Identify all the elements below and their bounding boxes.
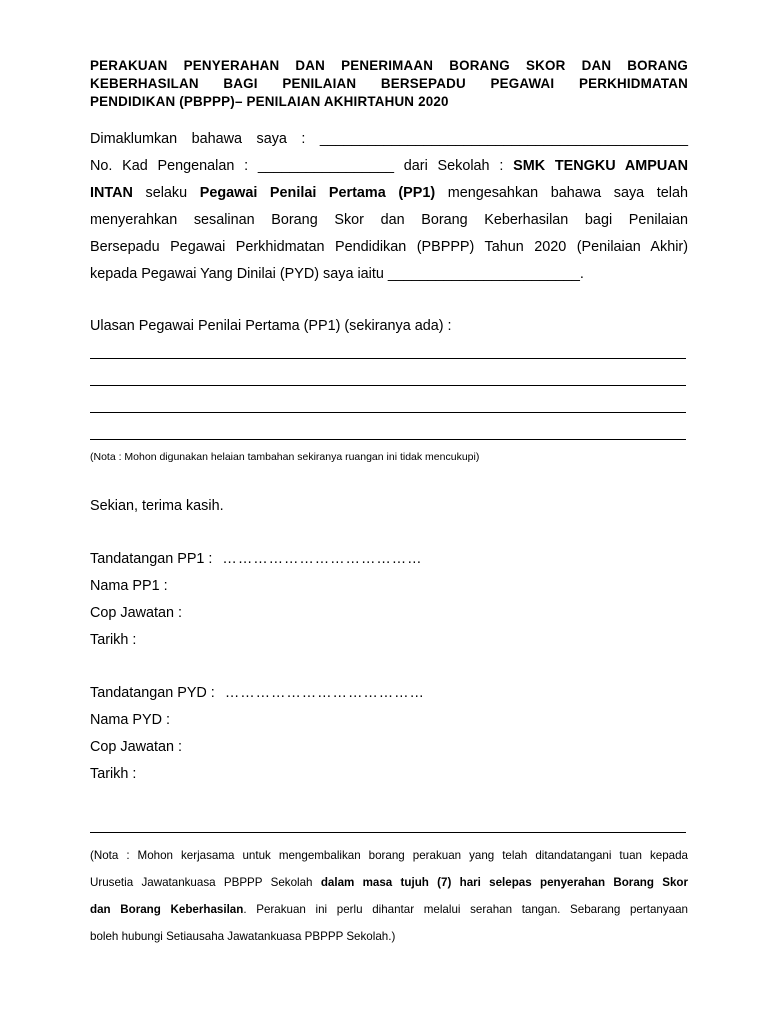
document-title: [90, 57, 688, 111]
selaku-text: selaku: [145, 185, 188, 201]
return-note-line-2-a: Urusetia Jawatankuasa PBPPP Sekolah: [90, 876, 313, 889]
pp1-stamp-label: Cop Jawatan :: [90, 605, 182, 621]
declaration-paragraph: [90, 126, 688, 288]
pp1-signature-dots[interactable]: …………………………………: [222, 551, 423, 567]
declaration-line-5: Bersepadu Pegawai Perkhidmatan Pendidikan (PBPPP) Tahun 2020 (Penilaian Akhir): [90, 239, 688, 255]
title-line-2: KEBERHASILAN BAGI PENILAIAN BERSEPADU PEGAWAI PERKHIDMATAN: [90, 76, 688, 91]
ulasan-label: Ulasan Pegawai Penilai Pertama (PP1) (sekiranya ada) :: [90, 318, 452, 334]
closing-text: Sekian, terima kasih.: [90, 498, 224, 514]
comment-line-1[interactable]: [90, 358, 686, 359]
declaration-line-1: [90, 126, 688, 153]
return-note-line-3: [90, 896, 688, 923]
pyd-blank: ________________________.: [387, 266, 584, 282]
declaration-line-4: menyerahkan sesalinan Borang Skor dan Borang Keberhasilan bagi Penilaian: [90, 212, 688, 228]
pyd-name-label: Nama PYD :: [90, 712, 170, 728]
declaration-line-3-rest: mengesahkan bahawa saya telah: [447, 185, 688, 201]
return-note-forms: dan Borang Keberhasilan: [90, 903, 244, 916]
return-note-line-3-b: . Perakuan ini perlu dihantar melalui serahan tangan. Sebarang pertanyaan: [243, 903, 688, 916]
ic-label: No. Kad Pengenalan :: [90, 158, 249, 174]
divider-line: [90, 832, 686, 833]
comment-line-3[interactable]: [90, 412, 686, 413]
school-name-part-2: INTAN: [90, 185, 133, 201]
pyd-date-label: Tarikh :: [90, 766, 137, 782]
comment-line-2[interactable]: [90, 385, 686, 386]
pp1-signature-row: [90, 551, 423, 567]
pyd-signature-row: [90, 685, 425, 701]
pyd-signature-dots[interactable]: …………………………………: [224, 685, 425, 701]
note-extra-sheet: (Nota : Mohon digunakan helaian tambahan sekiranya ruangan ini tidak mencukupi): [90, 451, 480, 463]
name-label: Dimaklumkan bahawa saya :: [90, 131, 306, 147]
return-note-line-1: (Nota : Mohon kerjasama untuk mengembalikan borang perakuan yang telah ditandatangani tuan kepada: [90, 849, 688, 862]
role-text: Pegawai Penilai Pertama (PP1): [199, 185, 436, 201]
pyd-stamp-label: Cop Jawatan :: [90, 739, 182, 755]
ic-blank: _________________: [257, 158, 394, 174]
return-note-deadline: dalam masa tujuh (7) hari selepas penyerahan Borang Skor: [320, 876, 688, 889]
pp1-name-label: Nama PP1 :: [90, 578, 168, 594]
title-line-1: PERAKUAN PENYERAHAN DAN PENERIMAAN BORANG SKOR DAN BORANG: [90, 58, 688, 73]
pp1-signature-label: Tandatangan PP1 :: [90, 551, 213, 567]
declaration-line-2: [90, 153, 688, 180]
return-note: [90, 842, 688, 950]
pp1-date-label: Tarikh :: [90, 632, 137, 648]
pyd-signature-label: Tandatangan PYD :: [90, 685, 215, 701]
school-name-part-1: SMK TENGKU AMPUAN: [513, 158, 689, 174]
declaration-line-6: [90, 261, 688, 288]
title-line-3: PENDIDIKAN (PBPPP)– PENILAIAN AKHIRTAHUN 2020: [90, 94, 449, 109]
name-blank: ______________________________________________: [319, 131, 688, 147]
return-note-line-2: [90, 869, 688, 896]
comment-line-4[interactable]: [90, 439, 686, 440]
declaration-line-3: [90, 180, 688, 207]
return-note-line-4: boleh hubungi Setiausaha Jawatankuasa PBPPP Sekolah.): [90, 930, 396, 943]
school-label: dari Sekolah: [403, 158, 490, 174]
school-colon: :: [499, 158, 504, 174]
pyd-label: kepada Pegawai Yang Dinilai (PYD) saya iaitu: [90, 266, 384, 282]
